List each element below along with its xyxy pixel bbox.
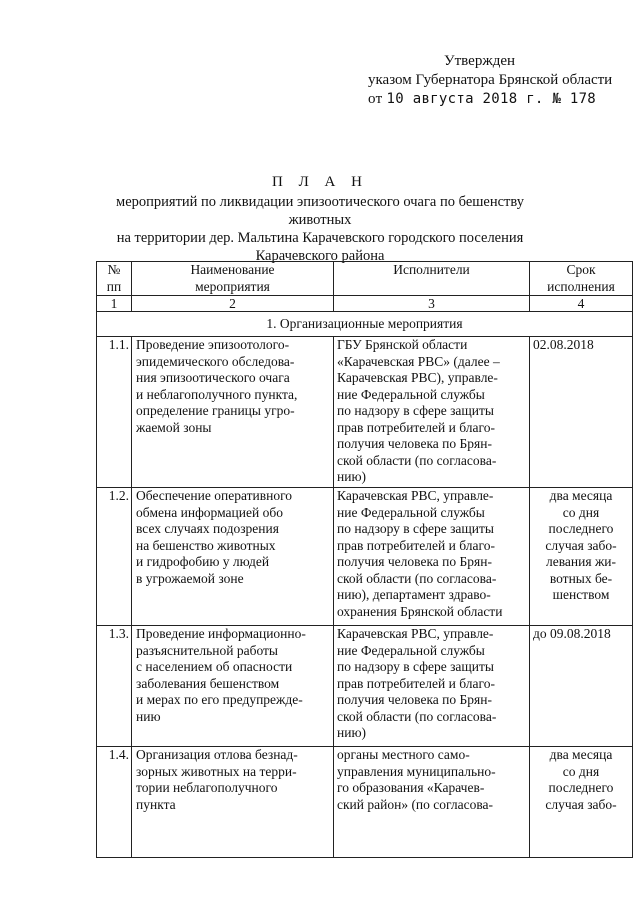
cell-text-line: Карачевская РВС, управле- (337, 626, 494, 641)
row-executors (334, 337, 530, 488)
cell-text-line: исполнения (547, 278, 615, 294)
cell-text-line: Карачевская РВС), управле- (337, 370, 498, 385)
cell-text-line: Срок (566, 262, 596, 277)
row-activity (132, 747, 334, 858)
cell-text-line: получия человека по Брян- (337, 692, 492, 707)
row-term (530, 626, 633, 747)
header-term (530, 262, 633, 296)
section-title: 1. Организационные мероприятия (97, 312, 633, 337)
column-number: 1 (97, 296, 132, 312)
row-activity (132, 337, 334, 488)
table-row (97, 337, 633, 488)
cell-text-line: с населением об опасности (136, 659, 293, 674)
cell-text-line: до 09.08.2018 (533, 626, 611, 641)
cell-text-line: ской области (по согласова- (337, 452, 497, 468)
cell-text-line: управления муниципально- (337, 763, 496, 779)
cell-text-line: Исполнители (393, 262, 470, 277)
row-activity (132, 626, 334, 747)
cell-text-line: определение границы угро- (136, 403, 295, 418)
cell-text-line: Организация отлова безнад- (136, 747, 298, 762)
plan-heading: П Л А Н (272, 174, 368, 190)
cell-text-line: прав потребителей и благо- (337, 537, 495, 553)
cell-text-line: последнего (548, 780, 614, 795)
cell-text-line: ской области (по согласова- (337, 708, 497, 724)
cell-text-line: нию) (337, 469, 367, 484)
cell-text-line: по надзору в сфере защиты (337, 521, 494, 536)
column-number: 4 (530, 296, 633, 312)
row-activity (132, 488, 334, 626)
cell-text-line: тории неблагополучного (136, 780, 278, 795)
cell-text-line: Наименование (190, 262, 275, 277)
approval-block (368, 52, 638, 109)
cell-text-line: последнего (548, 521, 614, 536)
row-number: 1.1. (97, 337, 132, 488)
cell-text-line: случая забо- (545, 796, 617, 812)
cell-text-line: ние Федеральной службы (337, 642, 485, 658)
table-row (97, 626, 633, 747)
cell-text-line: охранения Брянской области (337, 603, 503, 619)
cell-text-line: органы местного само- (337, 747, 470, 762)
cell-text-line: со дня (562, 763, 600, 779)
cell-text-line: пункта (136, 796, 176, 812)
cell-text-line: разъяснительной работы (136, 642, 278, 658)
cell-text-line: зорных животных на терри- (136, 763, 297, 779)
table-row (97, 488, 633, 626)
cell-text-line: 02.08.2018 (533, 337, 594, 352)
cell-text-line: по надзору в сфере защиты (337, 403, 494, 418)
row-term (530, 337, 633, 488)
row-term (530, 488, 633, 626)
cell-text-line: Карачевская РВС, управле- (337, 488, 494, 503)
title-line-2: на территории дер. Мальтина Карачевского городского поселения (116, 230, 524, 246)
cell-text-line: заболевания бешенством (136, 675, 280, 691)
cell-text-line: эпидемического обследова- (136, 353, 295, 369)
cell-text-line: Проведение информационно- (136, 626, 306, 641)
cell-text-line: со дня (562, 504, 600, 520)
cell-text-line: в угрожаемой зоне (136, 570, 244, 586)
cell-text-line: Проведение эпизоотолого- (136, 337, 290, 352)
cell-text-line: ской области (по согласова- (337, 570, 497, 586)
cell-text-line: на бешенство животных (136, 537, 276, 553)
approved-label: Утвержден (444, 53, 516, 69)
cell-text-line: получия человека по Брян- (337, 436, 492, 451)
cell-text-line: два месяца (549, 488, 613, 503)
column-number-row (97, 296, 633, 312)
row-number: 1.4. (97, 747, 132, 858)
cell-text-line: Обеспечение оперативного (136, 488, 293, 503)
cell-text-line: нию (136, 708, 161, 724)
column-number: 3 (334, 296, 530, 312)
cell-text-line: пп (106, 278, 122, 294)
approved-date-line (368, 90, 638, 109)
approved-by-decree: указом Губернатора Брянской области (368, 72, 613, 88)
row-executors (334, 488, 530, 626)
section-row (97, 312, 633, 337)
cell-text-line: и гидрофобию у людей (136, 554, 270, 569)
header-name (132, 262, 334, 296)
table-row (97, 747, 633, 858)
row-executors (334, 747, 530, 858)
header-executors (334, 262, 530, 296)
plan-table (96, 261, 633, 858)
cell-text-line: ский район» (по согласова- (337, 796, 494, 812)
document-title (95, 173, 545, 265)
cell-text-line: всех случаях подозрения (136, 521, 279, 536)
cell-text-line: и неблагополучного пункта, (136, 386, 298, 402)
table-header-row (97, 262, 633, 296)
cell-text-line: прав потребителей и благо- (337, 419, 495, 435)
cell-text-line: ния эпизоотического очага (136, 370, 290, 385)
row-term (530, 747, 633, 858)
cell-text-line: по надзору в сфере защиты (337, 659, 494, 674)
row-number: 1.2. (97, 488, 132, 626)
cell-text-line: ние Федеральной службы (337, 386, 485, 402)
cell-text-line: жаемой зоны (136, 419, 212, 435)
approved-date-stamp: 10 августа 2018 г. № 178 (386, 91, 597, 107)
cell-text-line: го образования «Карачев- (337, 780, 485, 795)
cell-text-line: «Карачевская РВС» (далее – (337, 353, 500, 369)
cell-text-line: случая забо- (545, 537, 617, 553)
cell-text-line: ние Федеральной службы (337, 504, 485, 520)
approved-date-prefix: от (368, 91, 383, 107)
cell-text-line: и мерах по его предупрежде- (136, 692, 303, 707)
title-line-3: Карачевского района (255, 248, 385, 264)
row-executors (334, 626, 530, 747)
row-number: 1.3. (97, 626, 132, 747)
cell-text-line: нию) (337, 725, 367, 740)
cell-text-line: обмена информацией обо (136, 504, 283, 520)
header-number (97, 262, 132, 296)
cell-text-line: вотных бе- (549, 570, 613, 586)
cell-text-line: ГБУ Брянской области (337, 337, 468, 352)
title-line-1: мероприятий по ликвидации эпизоотического очага по бешенству животных (116, 194, 524, 228)
cell-text-line: прав потребителей и благо- (337, 675, 495, 691)
column-number: 2 (132, 296, 334, 312)
cell-text-line: № (107, 262, 121, 277)
cell-text-line: шенством (552, 587, 610, 602)
cell-text-line: нию), департамент здраво- (337, 587, 491, 602)
cell-text-line: мероприятия (195, 278, 270, 294)
cell-text-line: левания жи- (546, 554, 616, 569)
cell-text-line: получия человека по Брян- (337, 554, 492, 569)
cell-text-line: два месяца (549, 747, 613, 762)
